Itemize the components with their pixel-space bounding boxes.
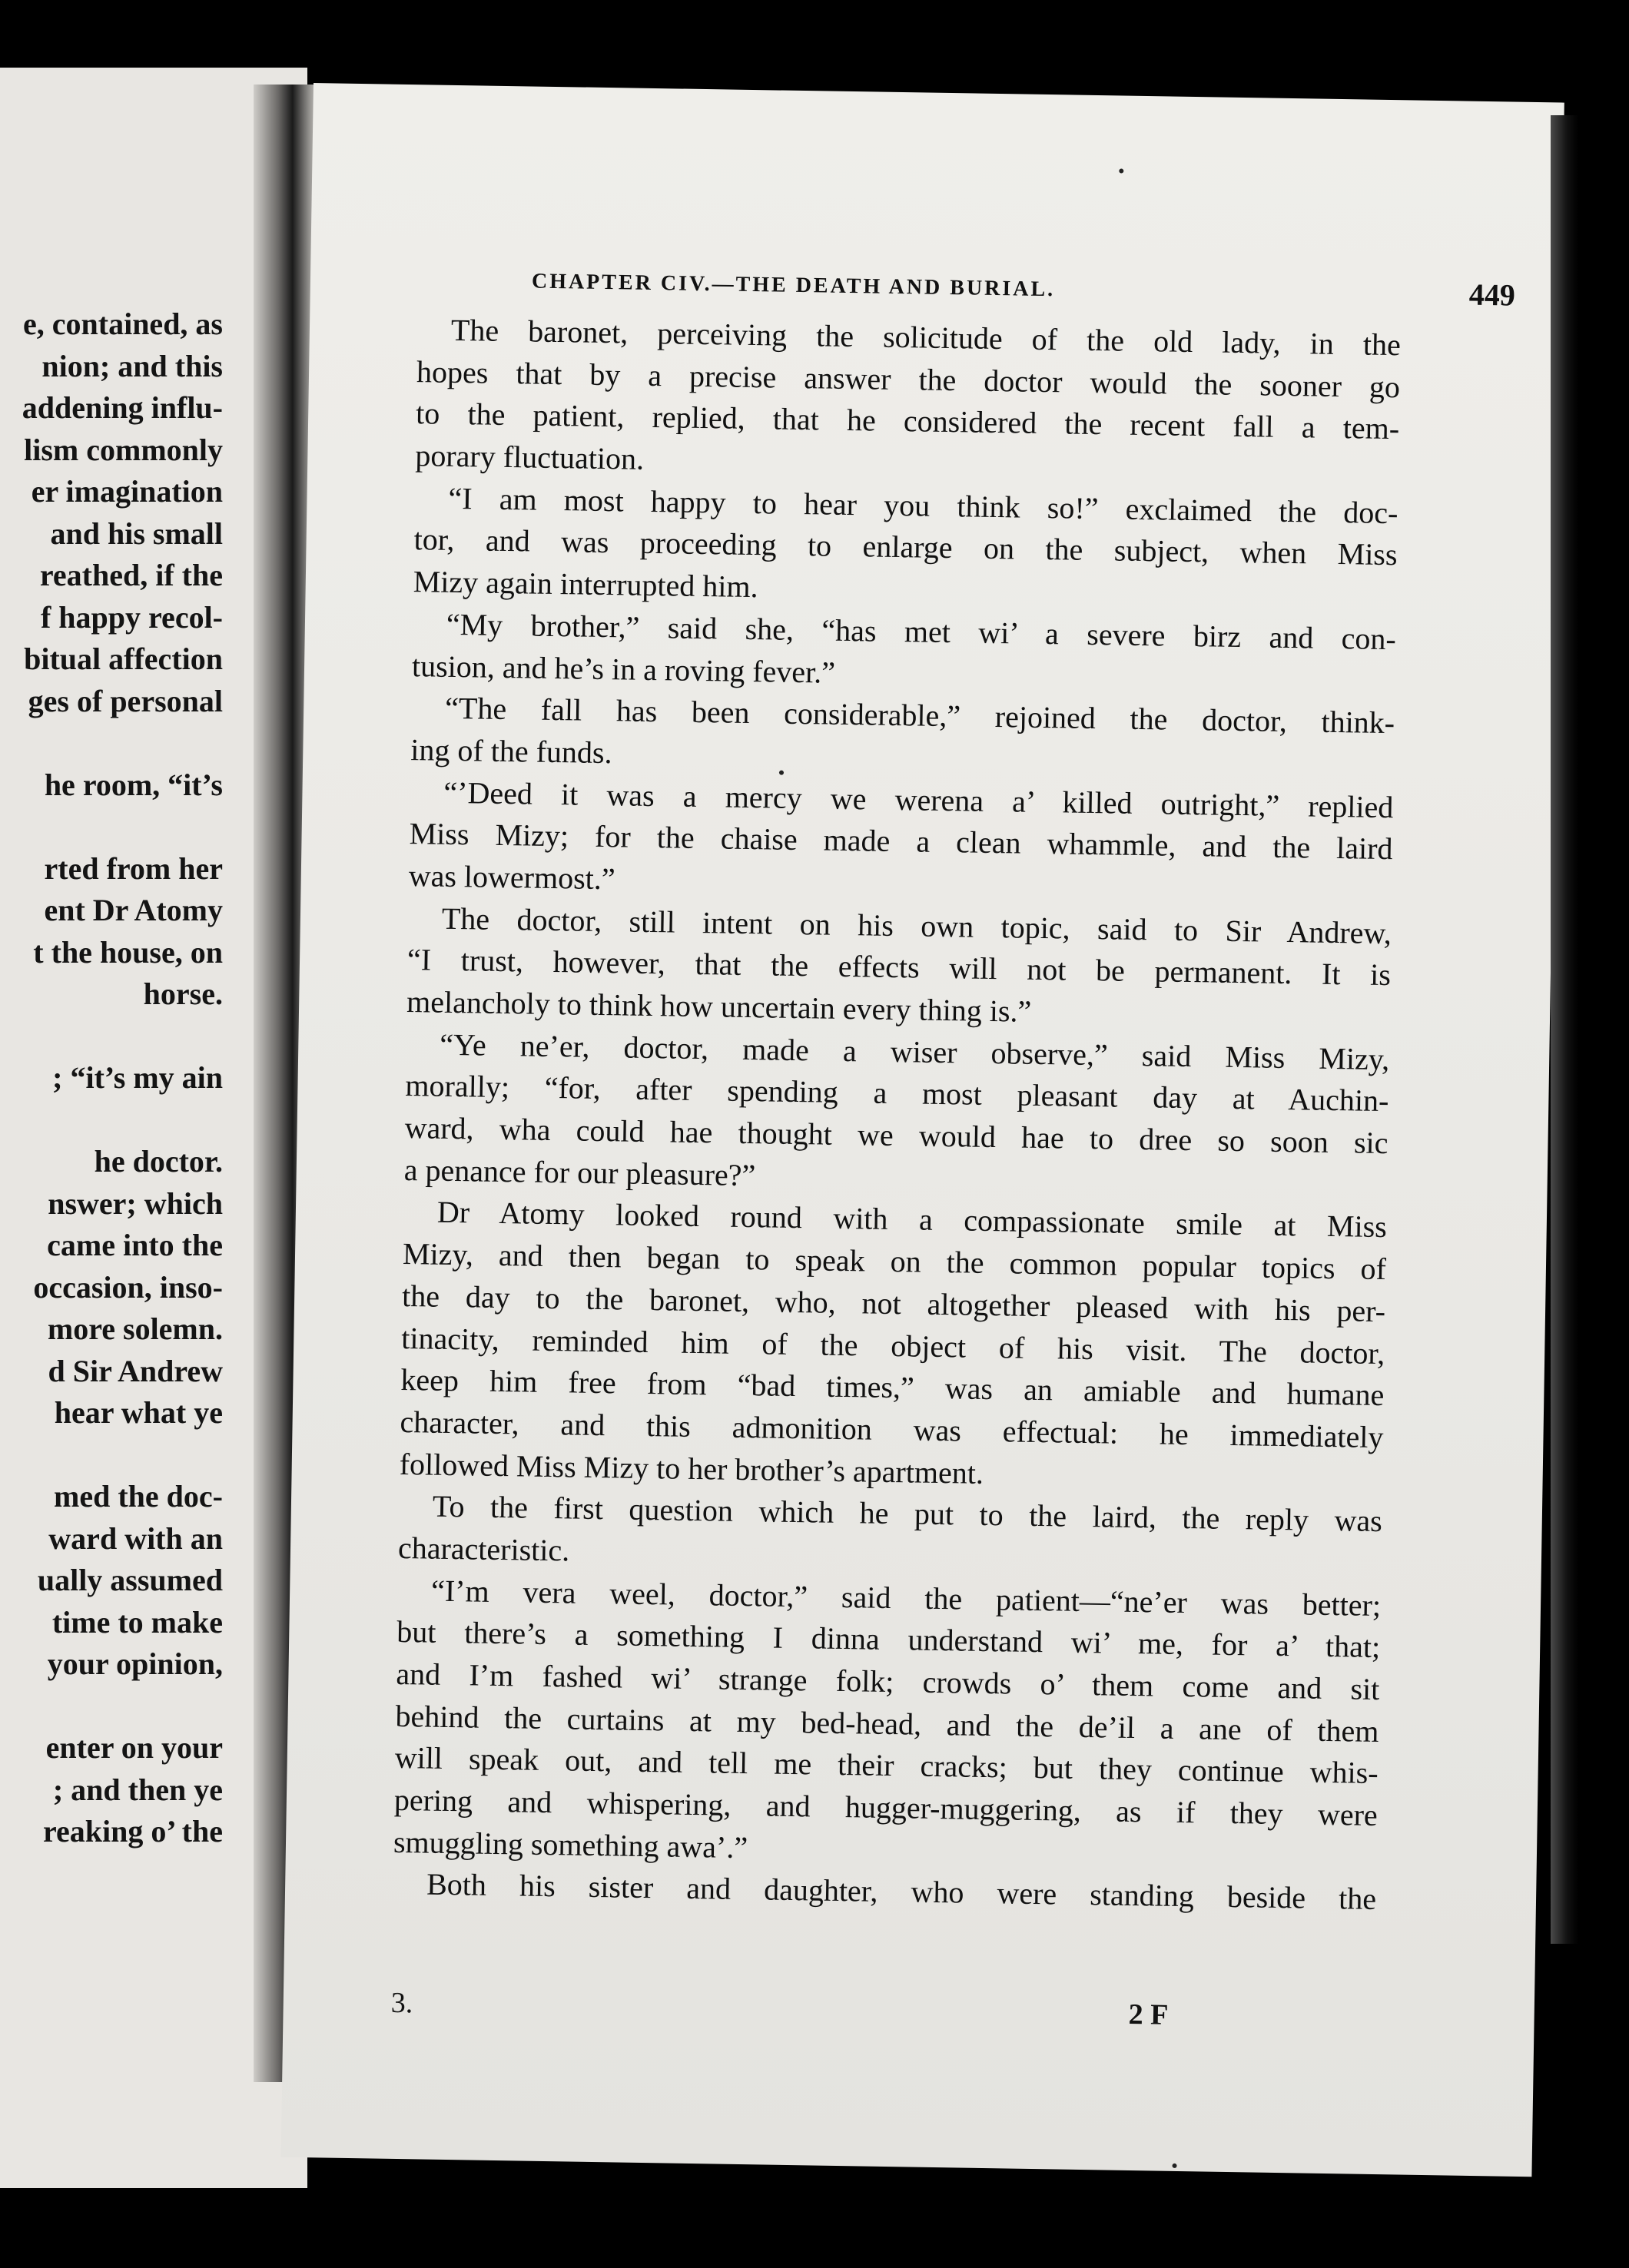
left-page-line: rted from her: [44, 850, 223, 886]
chapter-title: CHAPTER CIV.—THE DEATH AND BURIAL.: [531, 269, 1056, 302]
text-line: smuggling something awa’.”: [393, 1824, 748, 1865]
text-line: ing of the funds.: [410, 731, 612, 771]
text-line: “The fall has been considerable,” rejoined the doctor, think-: [444, 690, 1395, 741]
text-line: was lowermost.”: [408, 858, 615, 897]
left-page-line: horse.: [143, 976, 223, 1011]
left-page-line: reathed, if the: [39, 558, 223, 592]
text-line: morally; “for, after spending a most pleasant day at Auchin-: [405, 1068, 1389, 1119]
text-line: the day to the baronet, who, not altogether pleased with his per-: [401, 1278, 1386, 1328]
left-page-line: addening influ-: [22, 390, 223, 425]
volume-mark: 3.: [390, 1986, 413, 2020]
text-line: but there’s a something I dinna understand wi’ me, for a’ that;: [396, 1614, 1381, 1665]
ink-fleck: [1119, 168, 1123, 173]
left-page-line: er imagination: [31, 474, 223, 509]
left-page-line: ges of personal: [28, 683, 223, 718]
text-line: “Ye ne’er, doctor, made a wiser observe,” said Miss Mizy,: [440, 1026, 1390, 1076]
ink-fleck: [779, 771, 784, 775]
text-line: characteristic.: [397, 1530, 570, 1568]
text-line: Both his sister and daughter, who were standing beside the: [426, 1867, 1377, 1917]
text-line: keep him free from “bad times,” was an amiable and humane: [400, 1362, 1385, 1413]
right-page-edge: [1551, 115, 1578, 1944]
text-line: hopes that by a precise answer the doctor would the sooner go: [416, 353, 1401, 404]
left-page-line: e, contained, as: [23, 307, 223, 341]
left-page-line: ward with an: [48, 1520, 223, 1556]
text-line: Dr Atomy looked round with a compassionate smile at Miss: [436, 1195, 1388, 1245]
text-line: a penance for our pleasure?”: [403, 1152, 756, 1192]
left-page-line: t the house, on: [33, 934, 223, 970]
ink-fleck: [1173, 2164, 1177, 2168]
left-page-line: came into the: [47, 1228, 223, 1262]
text-line: Mizy again interrupted him.: [413, 564, 758, 605]
left-page-line: f happy recol-: [40, 599, 223, 635]
text-line: The baronet, perceiving the solicitude of the old lady, in the: [450, 312, 1402, 363]
text-line: tusion, and he’s in a roving fever.”: [411, 648, 836, 690]
text-line: behind the curtains at my bed-head, and the de’il a ane of them: [395, 1698, 1379, 1749]
text-line: “’Deed it was a mercy we werena a’ killed outright,” replied: [443, 774, 1394, 824]
text-line: tor, and was proceeding to enlarge on the subject, when Miss: [413, 522, 1398, 572]
text-line: The doctor, still intent on his own topic, said to Sir Andrew,: [441, 900, 1392, 950]
left-page-line: he doctor.: [94, 1144, 223, 1179]
left-page-line: d Sir Andrew: [48, 1353, 223, 1388]
text-line: ward, wha could hae thought we would hae to dree so soon sic: [404, 1110, 1388, 1161]
body-text: [393, 309, 1401, 1921]
text-line: To the first question which he put to the laird, the reply was: [432, 1488, 1383, 1539]
text-line: followed Miss Mizy to her brother’s apartment.: [399, 1446, 984, 1490]
signature-mark: 2 F: [1128, 1998, 1169, 2031]
left-page-line: bitual affection: [24, 642, 223, 676]
left-page-line: more solemn.: [47, 1311, 223, 1346]
left-page-line: ent Dr Atomy: [44, 893, 223, 927]
main-page: [281, 83, 1564, 2177]
text-line: tinacity, reminded him of the object of his visit. The doctor,: [401, 1320, 1385, 1371]
text-line: porary fluctuation.: [415, 438, 645, 476]
text-line: “My brother,” said she, “has met wi’ a severe birz and con-: [446, 606, 1397, 657]
left-page-line: he room, “it’s: [44, 767, 223, 802]
left-page-line: med the doc-: [54, 1479, 223, 1514]
text-line: melancholy to think how uncertain every thing is.”: [406, 984, 1032, 1029]
left-page-line: enter on your: [45, 1730, 223, 1765]
left-page-line: hear what ye: [54, 1395, 223, 1430]
text-line: to the patient, replied, that he considered the recent fall a tem-: [415, 396, 1400, 446]
text-line: pering and whispering, and hugger-muggering, as if they were: [393, 1782, 1379, 1833]
left-page-line: lism commonly: [24, 432, 223, 467]
text-line: Mizy, and then began to speak on the common popular topics of: [402, 1236, 1387, 1287]
left-page-line: nion; and this: [41, 348, 223, 383]
left-page-line: ; “it’s my ain: [52, 1060, 223, 1095]
text-line: “I’m vera weel, doctor,” said the patient—“ne’er was better;: [430, 1573, 1382, 1623]
left-page-line: reaking o’ the: [42, 1814, 223, 1849]
left-page-line: your opinion,: [47, 1646, 223, 1681]
text-line: character, and this admonition was effectual: he immediately: [400, 1404, 1384, 1454]
left-page-line: occasion, inso-: [33, 1269, 223, 1305]
page-number: 449: [1468, 277, 1516, 313]
left-page-line: nswer; which: [48, 1185, 223, 1221]
text-line: “I am most happy to hear you think so!” exclaimed the doc-: [448, 480, 1398, 530]
text-line: and I’m fashed wi’ strange folk; crowds o’ them come and sit: [396, 1656, 1380, 1707]
left-page-line: ually assumed: [37, 1563, 223, 1597]
left-page-line: time to make: [51, 1604, 223, 1640]
text-line: “I trust, however, that the effects will not be permanent. It is: [406, 942, 1392, 993]
text-line: will speak out, and tell me their cracks; but they continue whis-: [394, 1740, 1379, 1791]
left-page-line: and his small: [50, 516, 223, 551]
page-footer: [390, 1986, 1375, 2048]
text-line: Miss Mizy; for the chaise made a clean whammle, and the laird: [409, 816, 1393, 867]
left-page-line: ; and then ye: [52, 1772, 223, 1807]
